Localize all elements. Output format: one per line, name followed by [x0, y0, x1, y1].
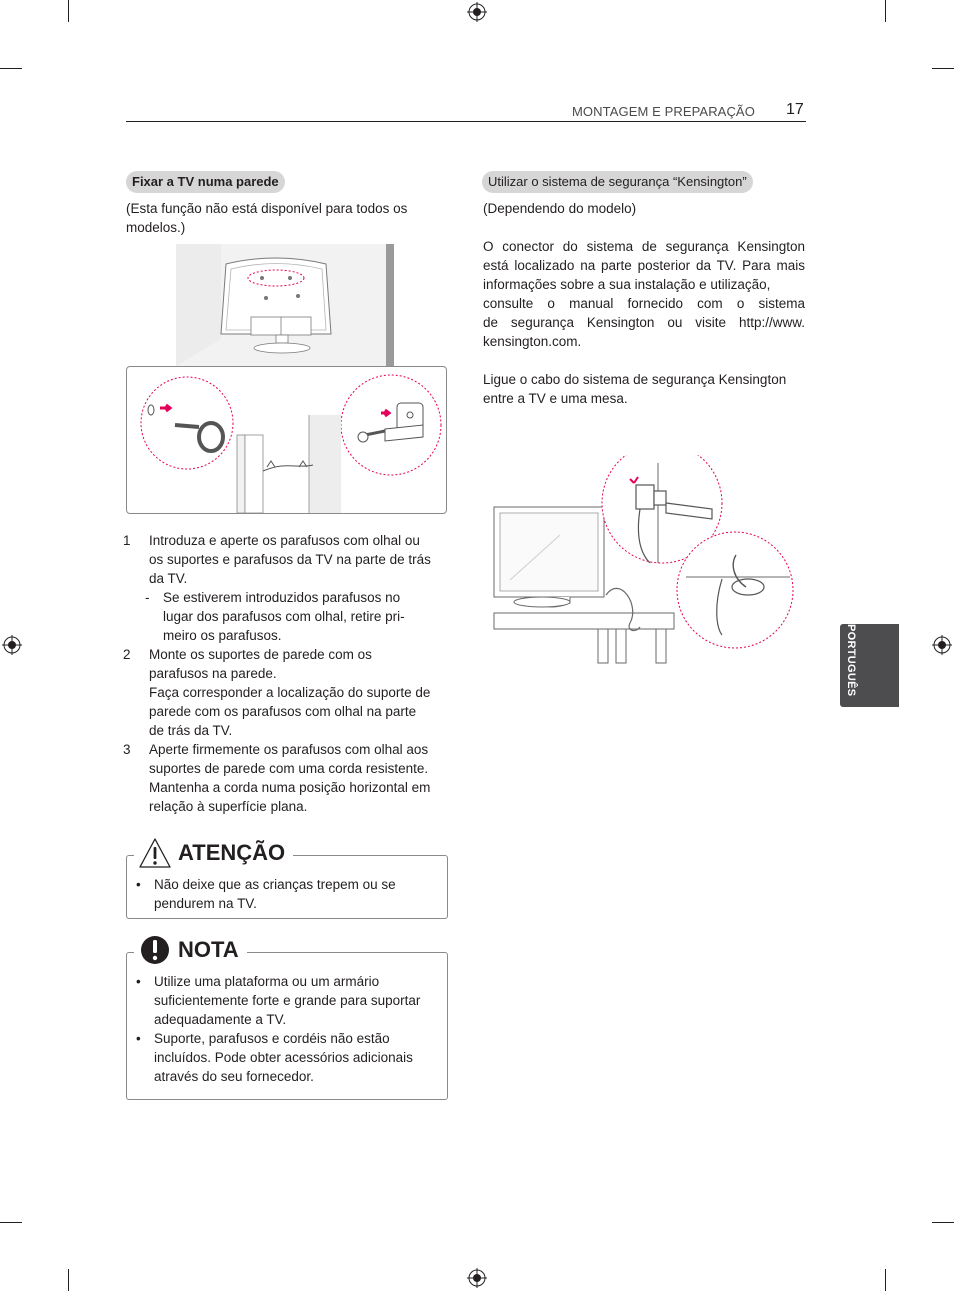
crop-mark	[0, 68, 22, 69]
availability-note: (Esta função não está disponível para todos os modelos.)	[126, 201, 408, 235]
bullet-item	[128, 875, 438, 913]
crop-mark	[68, 1269, 69, 1291]
step-line: parede com os parafusos com olhal na parte	[149, 704, 417, 719]
bullet-dot: •	[136, 1031, 141, 1046]
note-bullets	[128, 972, 444, 1086]
registration-mark-icon	[2, 635, 22, 655]
model-note: (Dependendo do modelo)	[483, 201, 637, 216]
bullet-line: incluídos. Pode obter acessórios adicionais	[154, 1050, 413, 1065]
note-title	[134, 932, 247, 968]
tv-back-illustration	[176, 244, 394, 366]
attention-bullets	[128, 875, 438, 913]
language-tab-label: PORTUGUÊS	[845, 624, 857, 697]
bullet-line: através do seu fornecedor.	[154, 1069, 314, 1084]
registration-mark-icon	[467, 1268, 487, 1288]
para-line: informações sobre a sua instalação e utilização,	[483, 277, 771, 292]
step-2	[123, 645, 453, 740]
para-line: de segurança Kensington ou visite http://www.	[483, 315, 805, 330]
step-number: 1	[123, 533, 131, 548]
attention-label: ATENÇÃO	[178, 840, 286, 865]
step-line: Introduza e aperte os parafusos com olhal ou	[149, 533, 420, 548]
crop-mark	[932, 68, 954, 69]
step-number: 3	[123, 742, 131, 757]
para-line: kensington.com.	[483, 334, 582, 349]
crop-mark	[932, 1222, 954, 1223]
bullet-line: Utilize uma plataforma ou um armário	[154, 974, 380, 989]
step-1-subnote	[123, 588, 453, 645]
header-rule	[126, 121, 806, 122]
step-line: parafusos na parede.	[149, 666, 277, 681]
bullet-line: suficientemente forte e grande para suportar	[154, 993, 421, 1008]
para-line: Ligue o cabo do sistema de segurança Kensington	[483, 372, 787, 387]
para-line: O conector do sistema de segurança Kensington	[483, 239, 805, 254]
para-line: está localizado na parte posterior da TV. Para mais	[483, 258, 805, 273]
bullet-dot: •	[136, 877, 141, 892]
bullet-line: Não deixe que as crianças trepem ou se	[154, 877, 396, 892]
bullet-line: adequadamente a TV.	[154, 1012, 287, 1027]
hardware-diagram	[127, 367, 446, 513]
step-line: lugar dos parafusos com olhal, retire pri-	[163, 609, 405, 624]
kensington-paragraph-1	[483, 237, 805, 351]
section-title: MONTAGEM E PREPARAÇÃO	[572, 104, 755, 119]
exclamation-circle-icon	[138, 934, 172, 966]
page-number: 17	[786, 101, 804, 118]
bullet-item	[128, 972, 444, 1029]
kensington-lock-illustration	[490, 455, 796, 667]
step-line: suportes de parede com uma corda resistente.	[149, 761, 429, 776]
para-line: entre a TV e uma mesa.	[483, 391, 628, 406]
step-line: da TV.	[149, 571, 188, 586]
crop-mark	[885, 1269, 886, 1291]
kensington-paragraph-2	[483, 370, 805, 408]
step-line: relação à superfície plana.	[149, 799, 308, 814]
dash-marker: -	[145, 590, 150, 605]
section-heading-wall-mount: Fixar a TV numa parede	[126, 171, 285, 193]
step-line: de trás da TV.	[149, 723, 233, 738]
registration-mark-icon	[467, 2, 487, 22]
step-line: Se estiverem introduzidos parafusos no	[163, 590, 401, 605]
step-line: Aperte firmemente os parafusos com olhal aos	[149, 742, 429, 757]
section-heading-kensington: Utilizar o sistema de segurança “Kensington”	[482, 171, 753, 193]
step-number: 2	[123, 647, 131, 662]
crop-mark	[0, 1222, 22, 1223]
bullet-line: Suporte, parafusos e cordéis não estão	[154, 1031, 390, 1046]
para-line: consulte o manual fornecido com o sistema	[483, 296, 805, 311]
step-line: Faça corresponder a localização do suporte de	[149, 685, 431, 700]
crop-mark	[68, 0, 69, 22]
installation-steps	[123, 531, 453, 816]
step-1	[123, 531, 453, 588]
attention-title	[134, 835, 293, 871]
step-line: meiro os parafusos.	[163, 628, 282, 643]
step-line: Monte os suportes de parede com os	[149, 647, 372, 662]
step-line: os suportes e parafusos da TV na parte de trás	[149, 552, 431, 567]
warning-triangle-icon	[138, 837, 172, 869]
bullet-item	[128, 1029, 444, 1086]
bullet-line: pendurem na TV.	[154, 896, 257, 911]
step-3	[123, 740, 453, 816]
bullet-dot: •	[136, 974, 141, 989]
note-label: NOTA	[178, 937, 239, 962]
wall-mount-hardware-illustration	[126, 366, 447, 514]
step-line: Mantenha a corda numa posição horizontal em	[149, 780, 431, 795]
registration-mark-icon	[932, 635, 952, 655]
crop-mark	[885, 0, 886, 22]
